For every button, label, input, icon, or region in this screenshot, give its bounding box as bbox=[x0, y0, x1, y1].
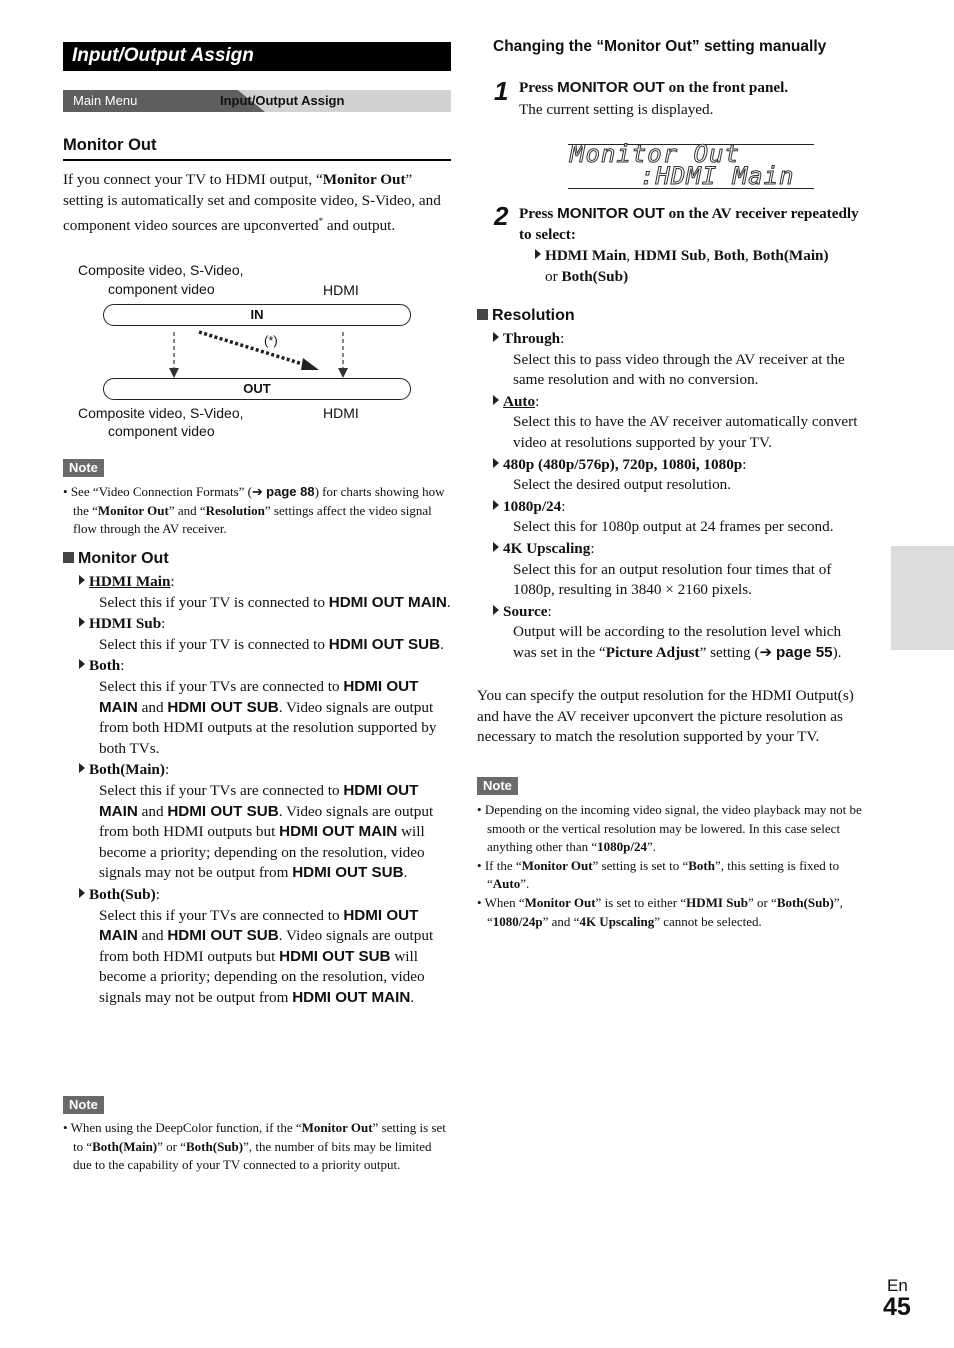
note-3: • Depending on the incoming video signal, the video playback may not be smooth or the vertical resolution may be lowered. In this case select anything other than “1080p/24”. • If the “Monitor Out” setting is set to “Both”, this setting is fixed to “Auto”. • When “Monitor Out” is set to either “HDMI Sub” or “Both(Sub)”, “1080/24p” and “4K Upscaling” cannot be selected. bbox=[477, 802, 862, 929]
note-badge-2: Note bbox=[63, 1096, 104, 1114]
monitor-out-heading: Monitor Out bbox=[63, 550, 169, 568]
monitor-out-options bbox=[79, 572, 451, 1008]
page-title: Input/Output Assign bbox=[72, 45, 254, 66]
res-option-through: Through: Select this to pass video through the AV receiver at the same resolution and with no conversion. bbox=[493, 329, 865, 391]
triangle-bullet-icon bbox=[493, 500, 499, 510]
triangle-bullet-icon bbox=[493, 605, 499, 615]
note-1: • See “Video Connection Formats” (➔ page 88) for charts showing how the “Monitor Out” and “Resolution” settings affect the video signal flow through the AV receiver. bbox=[63, 484, 445, 537]
triangle-bullet-icon bbox=[493, 395, 499, 405]
note-badge-3: Note bbox=[477, 777, 518, 795]
manual-heading: Changing the “Monitor Out” setting manually bbox=[493, 38, 827, 55]
language-label: En bbox=[887, 1276, 908, 1295]
step-2: Press MONITOR OUT on the AV receiver repeatedly to select: HDMI Main, HDMI Sub, Both, Both(Main) or Both(Sub) bbox=[519, 205, 859, 285]
step-1: Press MONITOR OUT on the front panel. The current setting is displayed. bbox=[519, 79, 789, 118]
res-option-auto: Auto: Select this to have the AV receiver automatically convert video at resolutions supported by your TV. bbox=[493, 392, 865, 454]
diagram-bottom-right-label: HDMI bbox=[323, 405, 359, 421]
resolution-heading: Resolution bbox=[477, 307, 575, 325]
triangle-bullet-icon bbox=[493, 542, 499, 552]
option-both: Both: Select this if your TVs are connected to HDMI OUT MAIN and HDMI OUT SUB. Video signals are output from both HDMI outputs at the resolution supported by both TVs. bbox=[79, 656, 451, 759]
res-option-480p: 480p (480p/576p), 720p, 1080i, 1080p: Select the desired output resolution. bbox=[493, 455, 865, 496]
page-number: 45 bbox=[883, 1293, 911, 1321]
page-title-bar bbox=[63, 42, 451, 71]
breadcrumb-current: Input/Output Assign bbox=[220, 93, 345, 108]
diagram-top-left-label-2: component video bbox=[108, 281, 215, 297]
triangle-bullet-icon bbox=[493, 458, 499, 468]
diagram-top-right-label: HDMI bbox=[323, 282, 359, 298]
out-box: OUT bbox=[103, 378, 411, 400]
option-both-sub: Both(Sub): Select this if your TVs are connected to HDMI OUT MAIN and HDMI OUT SUB. Video signals are output from both HDMI outputs but HDMI OUT SUB will become a priority; depending on the resolution, video signals may not be output from HDMI OUT MAIN. bbox=[79, 885, 451, 1009]
section-title: Monitor Out bbox=[63, 136, 157, 154]
triangle-bullet-icon bbox=[79, 575, 85, 585]
res-option-1080p24: 1080p/24: Select this for 1080p output at 24 frames per second. bbox=[493, 497, 865, 538]
lcd-line-1: Monitor Out bbox=[570, 140, 740, 168]
diagram-arrows bbox=[63, 324, 451, 380]
square-bullet-icon bbox=[63, 552, 74, 563]
triangle-bullet-icon bbox=[79, 888, 85, 898]
triangle-bullet-icon bbox=[79, 617, 85, 627]
step-2-number: 2 bbox=[494, 201, 509, 231]
option-hdmi-sub: HDMI Sub: Select this if your TV is connected to HDMI OUT SUB. bbox=[79, 614, 451, 655]
signal-flow-diagram bbox=[63, 262, 451, 442]
option-both-main: Both(Main): Select this if your TVs are connected to HDMI OUT MAIN and HDMI OUT SUB. Video signals are output from both HDMI outputs but HDMI OUT MAIN will become a priority; depending on the resolution, video signals may not be output from HDMI OUT SUB. bbox=[79, 760, 451, 884]
resolution-paragraph: You can specify the output resolution for the HDMI Output(s) and have the AV receiver upconvert the picture resolution as necessary to match the resolution supported by your TV. bbox=[477, 687, 854, 746]
option-hdmi-main: HDMI Main: Select this if your TV is connected to HDMI OUT MAIN. bbox=[79, 572, 451, 613]
diagram-bottom-left-label-1: Composite video, S-Video, bbox=[78, 405, 244, 421]
lcd-display bbox=[568, 140, 814, 190]
side-tab bbox=[891, 546, 954, 650]
intro-paragraph: If you connect your TV to HDMI output, “Monitor Out” setting is automatically set and composite video, S-Video, and component video sources are upconverted* and output. bbox=[63, 171, 441, 235]
triangle-bullet-icon bbox=[493, 332, 499, 342]
in-box: IN bbox=[103, 304, 411, 326]
triangle-bullet-icon bbox=[79, 659, 85, 669]
square-bullet-icon bbox=[477, 309, 488, 320]
breadcrumb bbox=[63, 90, 451, 112]
section-rule bbox=[63, 159, 451, 161]
breadcrumb-main-bg bbox=[63, 90, 213, 112]
triangle-bullet-icon bbox=[79, 763, 85, 773]
diagram-top-left-label-1: Composite video, S-Video, bbox=[78, 262, 244, 278]
resolution-options bbox=[493, 329, 865, 664]
upconvert-star: (*) bbox=[264, 333, 278, 348]
note-2: • When using the DeepColor function, if the “Monitor Out” setting is set to “Both(Main)” or “Both(Sub)”, the number of bits may be limited due to the capability of your TV connected to a priority output. bbox=[63, 1120, 446, 1173]
res-option-source: Source: Output will be according to the resolution level which was set in the “Picture Adjust” setting (➔ page 55). bbox=[493, 602, 865, 664]
step-1-number: 1 bbox=[494, 76, 509, 106]
diagram-bottom-left-label-2: component video bbox=[108, 423, 215, 439]
triangle-bullet-icon bbox=[535, 249, 541, 259]
res-option-4k: 4K Upscaling: Select this for an output resolution four times that of 1080p, resulting in 3840 × 2160 pixels. bbox=[493, 539, 865, 601]
note-badge-1: Note bbox=[63, 459, 104, 477]
breadcrumb-main: Main Menu bbox=[73, 93, 138, 108]
lcd-line-2: :HDMI Main bbox=[640, 162, 795, 190]
